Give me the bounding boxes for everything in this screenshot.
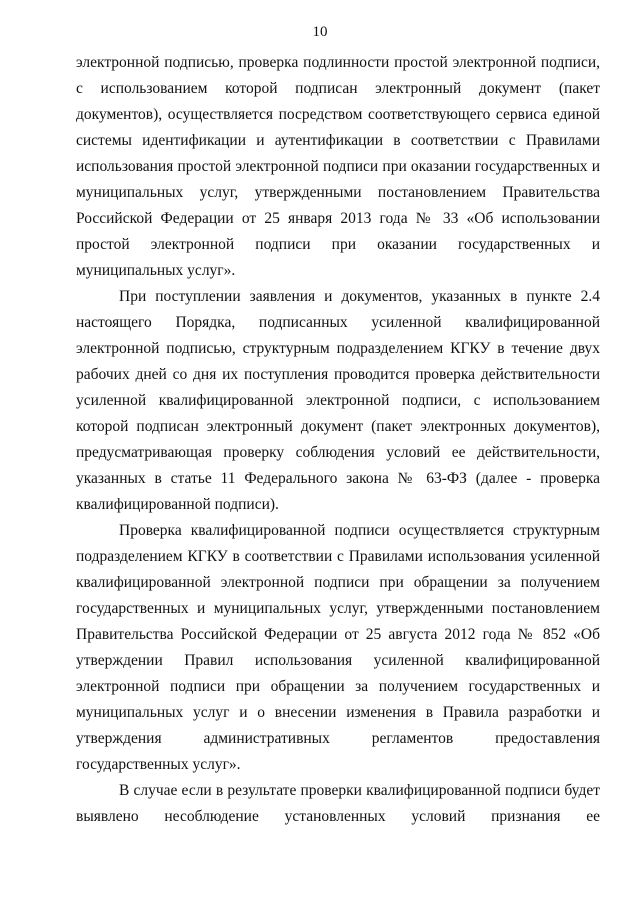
paragraph-continuation: электронной подписью, проверка подлинности простой электронной подписи, с использованием которой подписан электронный документ (пакет документов), осуществляется посредством соответствующего сервиса единой системы идентификации и аутентификации в соответствии с Правилами использования простой электронной подписи при оказании государственных и муниципальных услуг, утвержденными постановлением Правительства Российской Федерации от 25 января 2013 года № 33 «Об использовании простой электронной подписи при оказании государственных и муниципальных услуг». <box>76 54 600 279</box>
paragraph-qualified-signature-check: При поступлении заявления и документов, указанных в пункте 2.4 настоящего Порядка, подписанных усиленной квалифицированной электронной подписью, структурным подразделением КГКУ в течение двух рабочих дней со дня их поступления проводится проверка действительности усиленной квалифицированной электронной подписи, с использованием которой подписан электронный документ (пакет электронных документов), предусматривающая проверку соблюдения условий ее действительности, указанных в статье 11 Федерального закона № 63-ФЗ (далее - проверка квалифицированной подписи). <box>76 288 600 513</box>
document-body <box>76 50 600 830</box>
paragraph-violation-case: В случае если в результате проверки квалифицированной подписи будет выявлено несоблюдение установленных условий признания ее <box>76 782 600 825</box>
paragraph-check-rules: Проверка квалифицированной подписи осуществляется структурным подразделением КГКУ в соответствии с Правилами использования усиленной квалифицированной электронной подписи при обращении за получением государственных и муниципальных услуг, утвержденными постановлением Правительства Российской Федерации от 25 августа 2012 года № 852 «Об утверждении Правил использования усиленной квалифицированной электронной подписи при обращении за получением государственных и муниципальных услуг и о внесении изменения в Правила разработки и утверждения административных регламентов предоставления государственных услуг». <box>76 522 600 773</box>
page-number: 10 <box>312 24 328 40</box>
